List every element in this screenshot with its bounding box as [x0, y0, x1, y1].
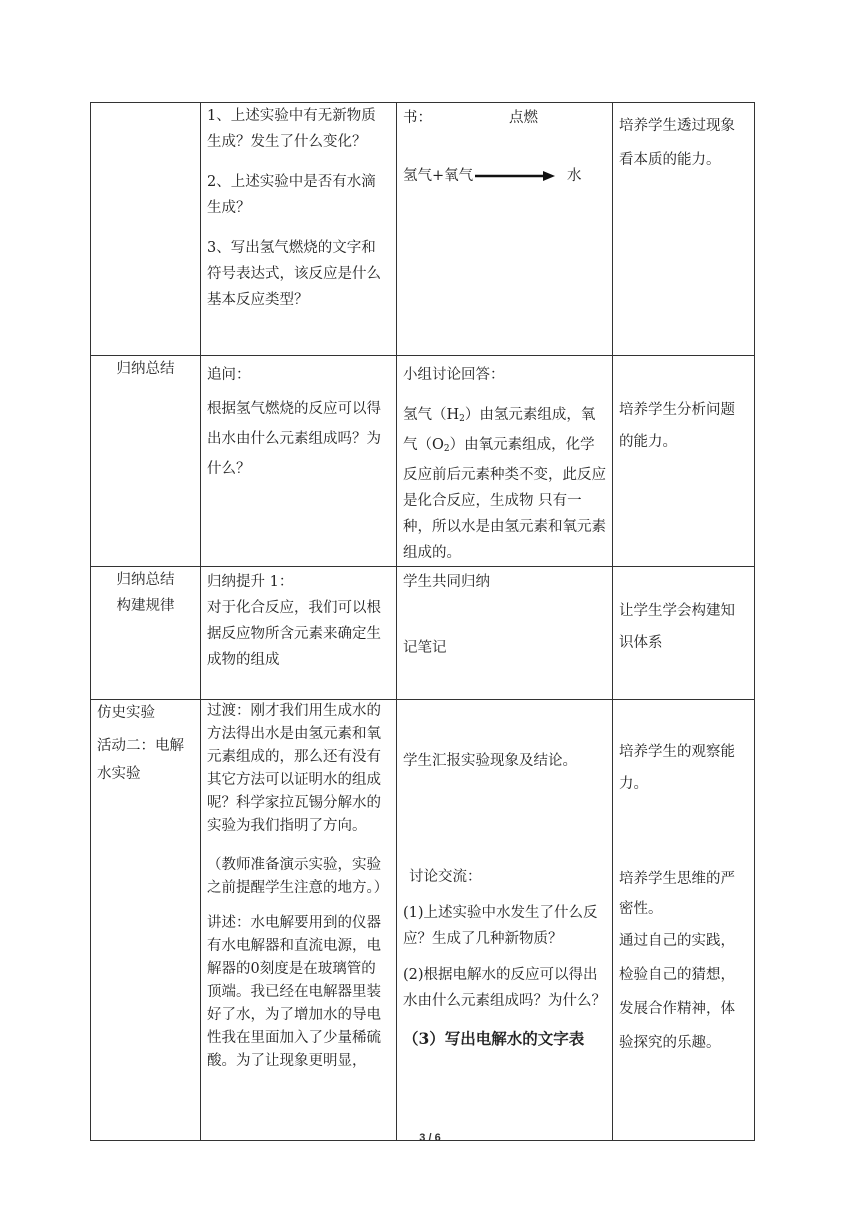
stage-title: 仿史实验: [97, 705, 155, 721]
summary-label: 归纳提升 1：: [207, 574, 294, 590]
stage-cell: [91, 103, 201, 356]
stage-cell: [91, 356, 201, 567]
design-intent-cell: [613, 103, 755, 356]
table-row: [91, 567, 755, 700]
explanation-text: 讲述：水电解要用到的仪器有水电解器和直流电源，电解器的0刻度是在玻璃管的顶端。我已经在电解器里装好了水，为了增加水的导电性我在里面加入了少量稀硫酸。为了让现象更明显，: [207, 915, 381, 1069]
follow-up-label: 追问：: [207, 367, 251, 383]
design-intent-cell: [613, 356, 755, 567]
subscript: 2: [443, 444, 450, 454]
lesson-plan-table: [90, 102, 755, 1141]
page-number: 3 / 6: [419, 1132, 441, 1144]
teacher-activity-cell: [201, 700, 397, 1141]
reactants: 氢气+氧气: [403, 168, 474, 184]
student-activity-cell: [397, 700, 613, 1141]
design-intent-cell: [613, 700, 755, 1141]
table-row: [91, 356, 755, 567]
student-activity-cell: [397, 567, 613, 700]
teacher-activity-cell: [201, 356, 397, 567]
discussion-heading: 小组讨论回答：: [403, 367, 505, 383]
hydrogen-symbol: H: [446, 407, 460, 423]
question-1: 1、上述实验中有无新物质生成？发生了什么变化？: [207, 108, 376, 150]
design-intent-cell: [613, 567, 755, 700]
student-summary: 学生共同归纳: [403, 574, 490, 590]
answer-text-2: ）由氢元素组成，氧气（: [403, 407, 596, 453]
stage-title: 归纳总结: [116, 572, 175, 588]
answer-text-3: ）由氧元素组成，化学反应前后元素种类不变，此反应是化合反应，生成物 只有一种，所以水是由氢元素和氧元素组成的。: [403, 437, 606, 561]
design-intent-2: 培养学生思维的严密性。: [619, 871, 735, 917]
table-row: [91, 700, 755, 1141]
stage-cell: [91, 700, 201, 1141]
student-notes: 记笔记: [403, 640, 447, 656]
stage-subtitle: 构建规律: [116, 598, 175, 614]
reaction-arrow-icon: [475, 169, 555, 183]
question-2: 2、上述实验中是否有水滴生成？: [207, 174, 376, 216]
stage-cell: [91, 567, 201, 700]
word-equation: [403, 103, 606, 193]
book-label: 书：: [403, 110, 432, 126]
discussion-question-3: （3）写出电解水的文字表: [403, 1029, 585, 1048]
student-activity-cell: [397, 103, 613, 356]
question-3: 3、写出氢气燃烧的文字和符号表达式，该反应是什么基本反应类型？: [207, 240, 381, 308]
demo-note: （教师准备演示实验，实验之前提醒学生注意的地方。）: [207, 857, 389, 896]
design-intent-3: 通过自己的实践，检验自己的猜想，发展合作精神，体验探究的乐趣。: [619, 933, 735, 1051]
design-intent: 培养学生透过现象看本质的能力。: [619, 118, 735, 168]
student-report: 学生汇报实验现象及结论。: [403, 753, 577, 769]
design-intent: 让学生学会构建知识体系: [619, 603, 735, 651]
teacher-activity-cell: [201, 103, 397, 356]
teacher-activity-cell: [201, 567, 397, 700]
reaction-condition: 点燃: [509, 110, 538, 126]
product: 水: [567, 168, 582, 184]
transition-text: 过渡：刚才我们用生成水的方法得出水是由氢元素和氧元素组成的，那么还有没有其它方法可以证明水的组成呢？科学家拉瓦锡分解水的实验为我们指明了方向。: [207, 703, 381, 834]
summary-rule: 对于化合反应，我们可以根据反应物所含元素来确定生成物的组成: [207, 600, 381, 668]
discussion-answer: [403, 402, 606, 566]
discussion-question-2: (2)根据电解水的反应可以得出水由什么元素组成吗？为什么？: [403, 967, 606, 1009]
design-intent-1: 培养学生的观察能力。: [619, 744, 735, 792]
answer-text-1: 氢气（: [403, 407, 447, 423]
stage-subtitle: 活动二：电解水实验: [97, 738, 184, 782]
discussion-question-1: (1)上述实验中水发生了什么反应？生成了几种新物质？: [403, 905, 598, 947]
student-activity-cell: [397, 356, 613, 567]
discussion-heading: 讨论交流：: [409, 869, 482, 885]
oxygen-symbol: O: [432, 437, 444, 453]
design-intent: 培养学生分析问题的能力。: [619, 402, 735, 450]
subscript: 2: [459, 414, 465, 424]
table-row: [91, 103, 755, 356]
stage-title: 归纳总结: [116, 361, 175, 377]
follow-up-question: 根据氢气燃烧的反应可以得出水由什么元素组成吗？为什么？: [207, 401, 381, 477]
